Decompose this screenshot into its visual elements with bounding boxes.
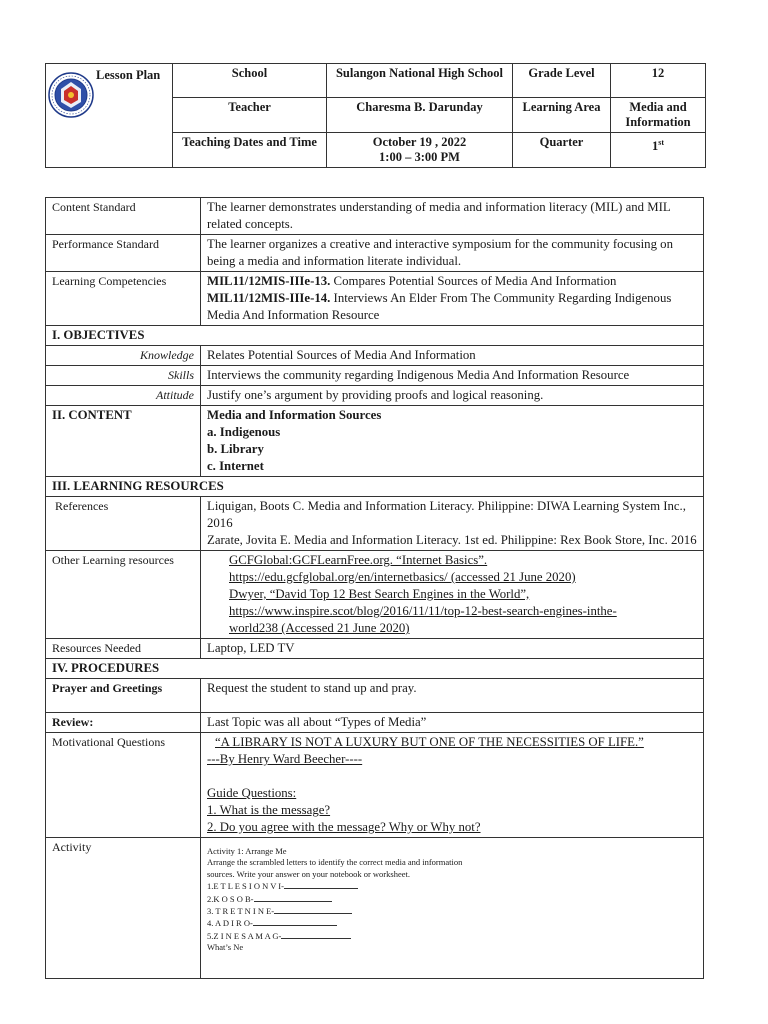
other-resources-value bbox=[201, 551, 704, 639]
other-resource-link[interactable]: https://www.inspire.scot/blog/2016/11/11/top-12-best-search-engines-inthe- bbox=[229, 604, 617, 618]
prayer-label: Prayer and Greetings bbox=[46, 679, 201, 713]
table-row bbox=[46, 346, 704, 366]
teacher-value: Charesma B. Darunday bbox=[327, 98, 513, 133]
table-row bbox=[46, 477, 704, 497]
teaching-dates-label: Teaching Dates and Time bbox=[173, 133, 327, 168]
table-row bbox=[46, 733, 704, 838]
logo-cell bbox=[46, 64, 173, 168]
table-row bbox=[46, 551, 704, 639]
activity-item: 4. A D I R O- bbox=[207, 917, 697, 929]
answer-blank[interactable] bbox=[284, 880, 358, 889]
procedures-heading: IV. PROCEDURES bbox=[46, 659, 704, 679]
review-value: Last Topic was all about “Types of Media” bbox=[201, 713, 704, 733]
learning-competencies-value bbox=[201, 272, 704, 326]
quarter-label: Quarter bbox=[513, 133, 611, 168]
answer-blank[interactable] bbox=[274, 905, 352, 914]
date-value: October 19 , 2022 bbox=[372, 135, 467, 149]
objectives-heading: I. OBJECTIVES bbox=[46, 326, 704, 346]
competency-code-2: MIL11/12MIS-IIIe-14. bbox=[207, 291, 331, 305]
school-label: School bbox=[173, 64, 327, 98]
table-row bbox=[46, 366, 704, 386]
teaching-dates-value bbox=[327, 133, 513, 168]
learning-area-label: Learning Area bbox=[513, 98, 611, 133]
performance-standard-value: The learner organizes a creative and interactive symposium for the community focusing on being a media and information literate individual. bbox=[201, 235, 704, 272]
other-resource-link[interactable]: world238 (Accessed 21 June 2020) bbox=[229, 621, 410, 635]
answer-blank[interactable] bbox=[281, 930, 351, 939]
competency-text-2: Interviews An Elder From The Community Regarding Indigenous Media And Information Resource bbox=[207, 291, 672, 322]
content-standard-label: Content Standard bbox=[46, 198, 201, 235]
competency-code-1: MIL11/12MIS-IIIe-13. bbox=[207, 274, 331, 288]
quote-author: ---By Henry Ward Beecher---- bbox=[207, 752, 363, 766]
activity-title: Activity 1: Arrange Me bbox=[207, 846, 287, 856]
performance-standard-label: Performance Standard bbox=[46, 235, 201, 272]
table-row bbox=[46, 386, 704, 406]
attitude-label: Attitude bbox=[46, 386, 201, 406]
resources-needed-label: Resources Needed bbox=[46, 639, 201, 659]
answer-blank[interactable] bbox=[253, 917, 337, 926]
quote: “A LIBRARY IS NOT A LUXURY BUT ONE OF THE NECESSITIES OF LIFE.” bbox=[215, 735, 644, 749]
lesson-plan-table bbox=[45, 197, 704, 979]
skills-label: Skills bbox=[46, 366, 201, 386]
activity-item: 3. T R E T N I N E- bbox=[207, 905, 697, 917]
content-item-c: c. Internet bbox=[207, 459, 264, 473]
quarter-number: 1 bbox=[651, 139, 659, 154]
prayer-value: Request the student to stand up and pray. bbox=[201, 679, 704, 713]
learning-resources-heading: III. LEARNING RESOURCES bbox=[46, 477, 704, 497]
table-row bbox=[46, 838, 704, 979]
content-standard-value: The learner demonstrates understanding of media and information literacy (MIL) and MIL related concepts. bbox=[201, 198, 704, 235]
table-row bbox=[46, 406, 704, 477]
table-row bbox=[46, 272, 704, 326]
whats-new-heading: What’s Ne bbox=[207, 942, 244, 953]
content-item-a: a. Indigenous bbox=[207, 425, 281, 439]
activity-item: 1.E T L E S I O N V I- bbox=[207, 880, 697, 892]
table-row bbox=[46, 326, 704, 346]
knowledge-value: Relates Potential Sources of Media And Information bbox=[201, 346, 704, 366]
table-row bbox=[46, 235, 704, 272]
grade-value: 12 bbox=[611, 64, 706, 98]
table-row bbox=[46, 679, 704, 713]
lesson-plan-title: Lesson Plan bbox=[96, 68, 161, 82]
resources-needed-value: Laptop, LED TV bbox=[201, 639, 704, 659]
attitude-value: Justify one’s argument by providing proofs and logical reasoning. bbox=[201, 386, 704, 406]
references-label-text: References bbox=[55, 499, 109, 513]
motivation-label: Motivational Questions bbox=[46, 733, 201, 838]
other-resources-label: Other Learning resources bbox=[46, 551, 201, 639]
reference-1: Liquigan, Boots C. Media and Information Literacy. Philippine: DIWA Learning System Inc., 2016 bbox=[207, 499, 686, 530]
table-row bbox=[46, 497, 704, 551]
guide-questions-title: Guide Questions: bbox=[207, 786, 297, 800]
grade-label: Grade Level bbox=[513, 64, 611, 98]
references-value bbox=[201, 497, 704, 551]
table-row bbox=[46, 713, 704, 733]
activity-item: 5.Z I N E S A M A G- bbox=[207, 930, 697, 942]
quarter-value bbox=[611, 133, 706, 168]
quarter-suffix: st bbox=[658, 138, 665, 147]
guide-question-1: 1. What is the message? bbox=[207, 803, 331, 817]
deped-seal-icon bbox=[48, 72, 94, 118]
knowledge-label: Knowledge bbox=[46, 346, 201, 366]
references-label bbox=[46, 497, 201, 551]
table-row bbox=[46, 639, 704, 659]
motivation-value bbox=[201, 733, 704, 838]
reference-2: Zarate, Jovita E. Media and Information Literacy. 1st ed. Philippine: Rex Book Store, Inc. 2016 bbox=[207, 533, 697, 547]
skills-value: Interviews the community regarding Indigenous Media And Information Resource bbox=[201, 366, 704, 386]
time-value: 1:00 – 3:00 PM bbox=[379, 150, 460, 164]
header-table bbox=[45, 63, 706, 168]
table-row bbox=[46, 659, 704, 679]
review-label: Review: bbox=[46, 713, 201, 733]
guide-question-2: 2. Do you agree with the message? Why or Why not? bbox=[207, 820, 481, 834]
other-resource-link[interactable]: https://edu.gcfglobal.org/en/internetbasics/ (accessed 21 June 2020) bbox=[229, 570, 576, 584]
table-row bbox=[46, 198, 704, 235]
activity-item: 2.K O S O B- bbox=[207, 893, 697, 905]
content-item-b: b. Library bbox=[207, 442, 264, 456]
activity-label: Activity bbox=[46, 838, 201, 979]
activity-value bbox=[201, 838, 704, 979]
competency-text-1: Compares Potential Sources of Media And Information bbox=[330, 274, 617, 288]
other-resource-line[interactable]: GCFGlobal:GCFLearnFree.org. “Internet Basics”. bbox=[229, 553, 488, 567]
activity-instructions-1: Arrange the scrambled letters to identify the correct media and information bbox=[207, 857, 463, 868]
teacher-label: Teacher bbox=[173, 98, 327, 133]
content-title: Media and Information Sources bbox=[207, 408, 382, 422]
answer-blank[interactable] bbox=[254, 893, 332, 902]
school-value: Sulangon National High School bbox=[327, 64, 513, 98]
learning-area-value: Media and Information bbox=[611, 98, 706, 133]
learning-competencies-label: Learning Competencies bbox=[46, 272, 201, 326]
content-heading: II. CONTENT bbox=[46, 406, 201, 477]
activity-instructions-2: sources. Write your answer on your notebook or worksheet. bbox=[207, 868, 410, 879]
other-resource-line[interactable]: Dwyer, “David Top 12 Best Search Engines in the World”, bbox=[229, 587, 530, 601]
content-value bbox=[201, 406, 704, 477]
